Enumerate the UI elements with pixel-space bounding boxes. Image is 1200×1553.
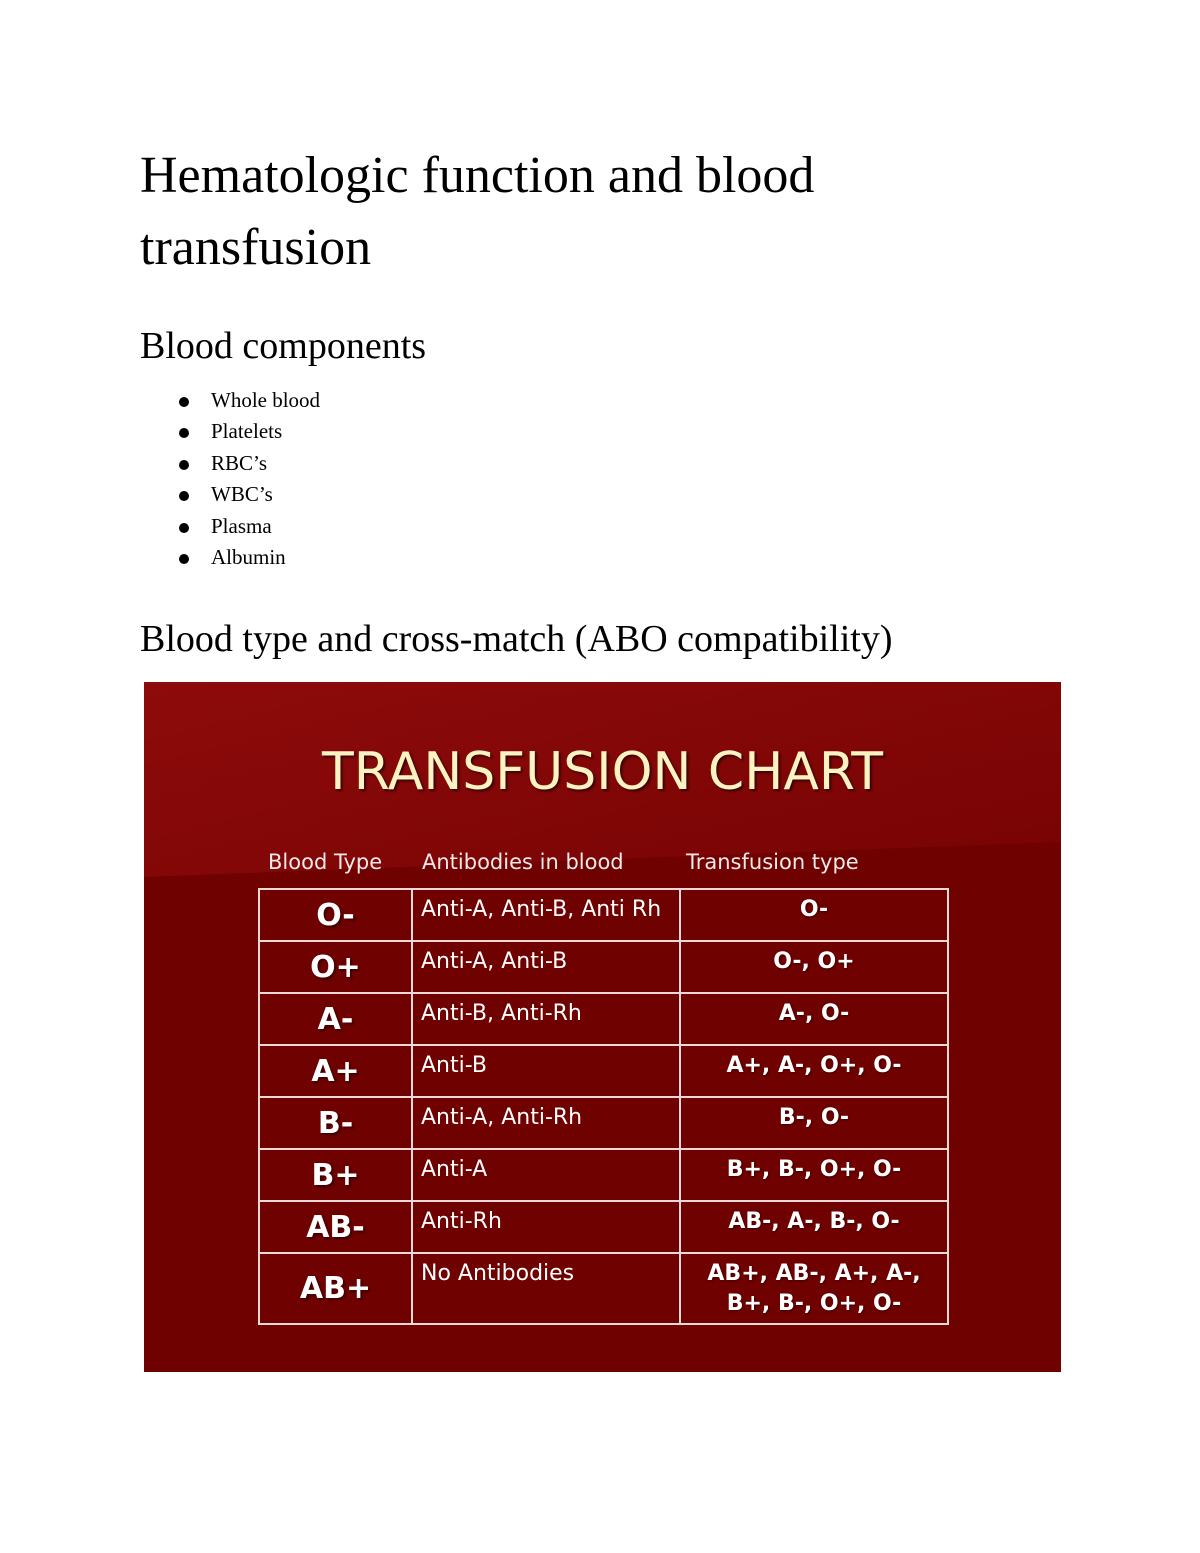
- antibodies-cell: Anti-A, Anti-B, Anti Rh: [412, 889, 680, 941]
- table-row: [259, 993, 948, 1045]
- bullet-icon: [179, 460, 189, 470]
- table-row: [259, 1253, 948, 1324]
- blood-type-cell: A+: [259, 1045, 412, 1097]
- transfusion-cell: O-: [680, 889, 948, 941]
- table-row: [259, 1045, 948, 1097]
- transfusion-line: B+, B-, O+, O-: [726, 1291, 902, 1316]
- transfusion-cell: B-, O-: [680, 1097, 948, 1149]
- list-item-label: WBC’s: [211, 482, 273, 507]
- transfusion-cell: [680, 1253, 948, 1324]
- list-item: [176, 448, 320, 479]
- column-header-transfusion: Transfusion type: [686, 850, 859, 874]
- bullet-icon: [179, 554, 189, 564]
- table-row: [259, 1149, 948, 1201]
- bullet-icon: [179, 523, 189, 533]
- table-row: [259, 941, 948, 993]
- antibodies-cell: Anti-B: [412, 1045, 680, 1097]
- blood-type-cell: B+: [259, 1149, 412, 1201]
- antibodies-cell: Anti-B, Anti-Rh: [412, 993, 680, 1045]
- column-header-antibodies: Antibodies in blood: [422, 850, 624, 874]
- transfusion-line: AB+, AB-, A+, A-,: [707, 1261, 921, 1286]
- transfusion-cell: O-, O+: [680, 941, 948, 993]
- transfusion-table: [258, 888, 949, 1325]
- list-item-label: Albumin: [211, 544, 286, 569]
- antibodies-cell: Anti-A, Anti-B: [412, 941, 680, 993]
- list-item: [176, 479, 320, 510]
- transfusion-cell: A-, O-: [680, 993, 948, 1045]
- bullet-icon: [179, 397, 189, 407]
- antibodies-cell: Anti-Rh: [412, 1201, 680, 1253]
- blood-components-list: [176, 385, 320, 573]
- column-header-blood-type: Blood Type: [268, 850, 383, 874]
- antibodies-cell: Anti-A: [412, 1149, 680, 1201]
- table-row: [259, 889, 948, 941]
- list-item-label: RBC’s: [211, 450, 268, 475]
- list-item-label: Whole blood: [211, 388, 321, 412]
- page-title: Hematologic function and blood transfusion: [140, 147, 815, 276]
- slide-title: TRANSFUSION CHART: [321, 742, 884, 802]
- blood-type-cell: B-: [259, 1097, 412, 1149]
- section-heading-blood-type-crossmatch: Blood type and cross-match (ABO compatibility): [140, 618, 893, 660]
- blood-type-cell: AB+: [259, 1253, 412, 1324]
- list-item: [176, 416, 320, 447]
- table-row: [259, 1097, 948, 1149]
- list-item: [176, 511, 320, 542]
- list-item-label: Plasma: [211, 513, 272, 538]
- blood-type-cell: A-: [259, 993, 412, 1045]
- transfusion-chart-image: [144, 682, 1061, 1372]
- bullet-icon: [179, 491, 189, 501]
- table-row: [259, 1201, 948, 1253]
- bullet-icon: [179, 428, 189, 438]
- transfusion-cell: B+, B-, O+, O-: [680, 1149, 948, 1201]
- blood-type-cell: O+: [259, 941, 412, 993]
- list-item: [176, 542, 320, 573]
- blood-type-cell: O-: [259, 889, 412, 941]
- section-heading-blood-components: Blood components: [140, 325, 427, 367]
- blood-type-cell: AB-: [259, 1201, 412, 1253]
- list-item: [176, 385, 320, 416]
- list-item-label: Platelets: [211, 419, 283, 444]
- transfusion-cell: A+, A-, O+, O-: [680, 1045, 948, 1097]
- antibodies-cell: No Antibodies: [412, 1253, 680, 1324]
- transfusion-cell: AB-, A-, B-, O-: [680, 1201, 948, 1253]
- antibodies-cell: Anti-A, Anti-Rh: [412, 1097, 680, 1149]
